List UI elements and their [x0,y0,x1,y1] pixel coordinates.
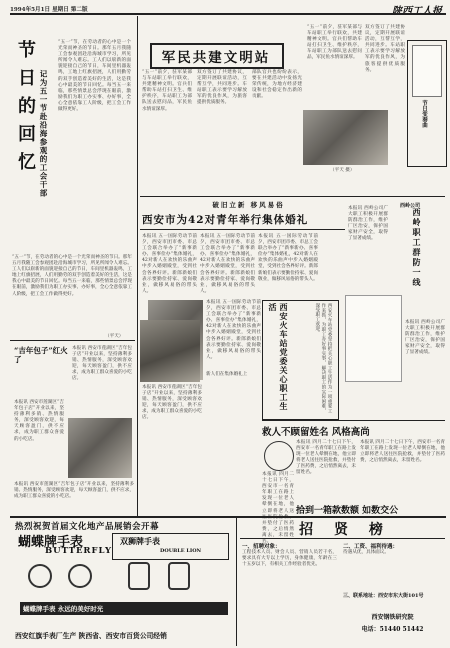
ad-headline: 热烈祝贺首届文化地产品展销会开幕 [15,522,160,532]
railway-title: 西安火车站党委关心职工生活 [268,303,289,411]
snack-body-continued: 本报讯 西安市莲湖区“吉年包子店”开业以来，坚持薄利多销、热情服务，深受顾客欢迎，每天顾客盈门，供不应求，成为职工群众喜爱的小吃店。 [14,400,64,442]
snack-body: 本报讯 西安市莲湖区“吉年包子店”开业以来，坚持薄利多销、热情服务，深受顾客欢迎，每天顾客盈门，供不应求，成为职工群众喜爱的小吃店。 [72,346,132,382]
cartoon-caption: 节日变奏曲 [421,100,427,128]
wallet-title: 拾到一箱款数额 如数交公 [296,506,399,516]
railway-body: 西安火车站党委坚持把关心职工生活作为一项重要工作来抓，为职工办好事实事，解决职工的实际困难，深受职工欢迎。 [314,303,332,413]
notice-footer-2: 电话：51440 51442 [361,626,424,633]
notice-item-2: 二、工资、福利待遇： [343,544,399,550]
wedding-body-3: 本报讯 五一国际劳动节前夕，西安市团市委、市总工会联合举办了“新事新办、喜事俭办”集体婚礼，42对新人在欢快的乐曲声中步入婚姻殿堂，受到社会各界好评。新郎新娘们表示要勤俭持家、爱岗敬业，做移风易俗的带头人。 [258,234,318,282]
ad-brand-side: 双狮牌手表 [120,536,160,546]
snack-title: “吉年包子”红火了 [14,346,68,364]
rescue-logo [264,441,294,471]
holiday-body-continued: “五一”节，在劳动者的心中是一个光荣而神圣的节日。那年五月我随工会参观团赴沿海城市学习，所见所闻令人难忘。工人们以崭新的面貌迎接自己的节日，车间里机器轰鸣，工地上红旗招展，人们用勤劳的双手创造着美好的生活，这是我心中最美的节日回忆。每当五一来临，那些情景总会浮现在眼前，激励我们为职工办实事、办好事，全心全意依靠工人阶级，把工会工作做得更好。 [12,255,132,297]
military-col-4: “五一”前夕，驻军某部与车站职工举行联欢，共建精神文明。官兵们帮助车站打扫卫生、维护秩序，车站职工为部队送去慰问品，军民鱼水情谊深厚。 [307,25,362,61]
military-col-3: 部队官兵也纷纷表示，要在共建活动中发扬光荣传统，为地方经济建设和社会稳定作出新的贡献。 [252,70,302,100]
wedding-caption: 新人们在集体婚礼上 [206,372,248,377]
workers-label: 西岭公司 [400,203,421,209]
illustration [345,295,402,382]
wedding-body: 本报讯 五一国际劳动节前夕，西安市团市委、市总工会联合举办了“新事新办、喜事俭办”集体婚礼，42对新人在欢快的乐曲声中步入婚姻殿堂，受到社会各界好评。新郎新娘们表示要勤俭持家、爱岗敬业，做移风易俗的带头人。 [142,234,197,294]
military-col-1: “五一”前夕，驻军某部与车站职工举行联欢，共建精神文明。官兵们帮助车站打扫卫生、维护秩序，车站职工为部队送去慰问品，军民鱼水情谊深厚。 [142,70,192,112]
workers-body: 本报讯 西岭公司广大职工积极开展群防群治工作，维护厂区治安，保护国家财产安全，取得了显著成绩。 [348,206,388,242]
holiday-body: “五一”节，在劳动者的心中是一个光荣而神圣的节日。那年五月我随工会参观团赴沿海城市学习，所见所闻令人难忘。工人们以崭新的面貌迎接自己的节日，车间里机器轰鸣，工地上红旗招展，人们用勤劳的双手创造着美好的生活，这是我心中最美的节日回忆。每当五一来临，那些情景总会浮现在眼前，激励我们为职工办实事、办好事，全心全意依靠工人阶级，把工会工作做得更好。 [58,40,131,113]
notice-item-1: 一、招聘对象： [242,544,281,550]
military-title: 军民共建文明站 [161,50,271,66]
masthead-rule [10,13,446,15]
rescue-body-3: 本报讯 四月二十七日下午，西安市一名青年职工在路上发现一位老人晕倒在地，他立即将老人送往医院抢救，并垫付了医药费，之后悄然离去，未留姓名。 [262,472,294,545]
rescue-title: 救人不顾留姓名 风格高尚 [262,427,370,438]
railway-box [262,300,339,420]
wedding-body-2: 本报讯 五一国际劳动节前夕，西安市团市委、市总工会联合举办了“新事新办、喜事俭办”集体婚礼，42对新人在欢快的乐曲声中步入婚姻殿堂，受到社会各界好评。新郎新娘们表示要勤俭持家、爱岗敬业，做移风易俗的带头人。 [200,234,255,294]
workers-title: 西岭职工群防一线 [412,208,422,288]
watch-icon [68,564,92,588]
snack-body-footer: 本报讯 西安市莲湖区“吉年包子店”开业以来，坚持薄利多销、热情服务，深受顾客欢迎，每天顾客盈门，供不应求，成为职工群众喜爱的小吃店。 [14,482,134,500]
watch-icon [168,562,190,590]
holiday-title: 节日的回忆 [15,40,36,180]
military-caption: （平天 摄） [330,168,355,173]
military-photo [303,110,388,165]
snack-photo [68,418,132,478]
watch-icon [128,562,150,590]
holiday-subtitle: 记为五一节赴沿海参观的工会干部 [39,70,48,198]
notice-text-1: 工程技术人员、财会人员、营销人员若干名，要求具有大专以上学历，身体健康，年龄在三十五岁以下，有相关工作经验者优先。 [242,550,337,568]
military-col-2: 双方签订了共建协议，定期开展联谊活动，互帮互学，共同进步。车站职工表示要学习解放军的优良作风，为旅客提供优质服务。 [197,70,247,106]
notice-footer-1: 西安钢铁研究院 [371,614,414,621]
military-col-5: 双方签订了共建协议，定期开展联谊活动，互帮互学，共同进步。车站职工表示要学习解放军的优良作风，为旅客提供优质服务。 [365,25,405,73]
newspaper-title: 陕西工人报 [392,6,442,17]
watch-icon [28,564,52,588]
workers-photo [140,320,200,382]
wedding-kicker: 破旧立新 移风易俗 [212,201,285,209]
photo-caption-block: 本报讯 西安市莲湖区“吉年包子店”开业以来，坚持薄利多销、热情服务，深受顾客欢迎，每天顾客盈门，供不应求，成为职工群众喜爱的小吃店。 [142,385,202,421]
wedding-title: 西安市为42对青年举行集体婚礼 [142,214,309,226]
dateline: 1994年5月1日 星期日 第二版 [10,7,88,13]
ad-brand-side-en: DOUBLE LION [160,548,202,554]
rescue-body: 本报讯 四月二十七日下午，西安市一名青年职工在路上发现一位老人晕倒在地，他立即将老人送往医院抢救，并垫付了医药费，之后悄然离去，未留姓名。 [296,440,356,476]
cartoon-drawing [412,45,442,97]
notice-item-3: 三、联系地址：西安市东大街101号 [343,593,424,599]
ad-slogan: 蝴蝶牌手表 永远的美好时光 [20,602,228,615]
ad-brand-cn: 蝴蝶牌手表 [18,535,84,550]
ad-footer: 西安红旗手表厂生产 陕西省、西安市百货公司经销 [15,632,167,640]
notice-title: 招 贤 榜 [299,522,391,538]
workers-body-2: 本报讯 西岭公司广大职工积极开展群防群治工作，维护厂区治安，保护国家财产安全，取得了显著成绩。 [405,320,445,356]
rescue-body-2: 本报讯 四月二十七日下午，西安市一名青年职工在路上发现一位老人晕倒在地，他立即将老人送往医院抢救，并垫付了医药费，之后悄然离去，未留姓名。 [360,440,445,464]
notice-text-2: 待遇从优，具体面议。 [343,550,389,555]
wedding-body-4: 本报讯 五一国际劳动节前夕，西安市团市委、市总工会联合举办了“新事新办、喜事俭办”集体婚礼，42对新人在欢快的乐曲声中步入婚姻殿堂，受到社会各界好评。新郎新娘们表示要勤俭持家、爱岗敬业，做移风易俗的带头人。 [206,300,261,360]
holiday-byline: （平天） [105,334,124,339]
watch-icons [18,560,228,600]
ad-brand-en: BUTTERFLY [45,546,113,556]
